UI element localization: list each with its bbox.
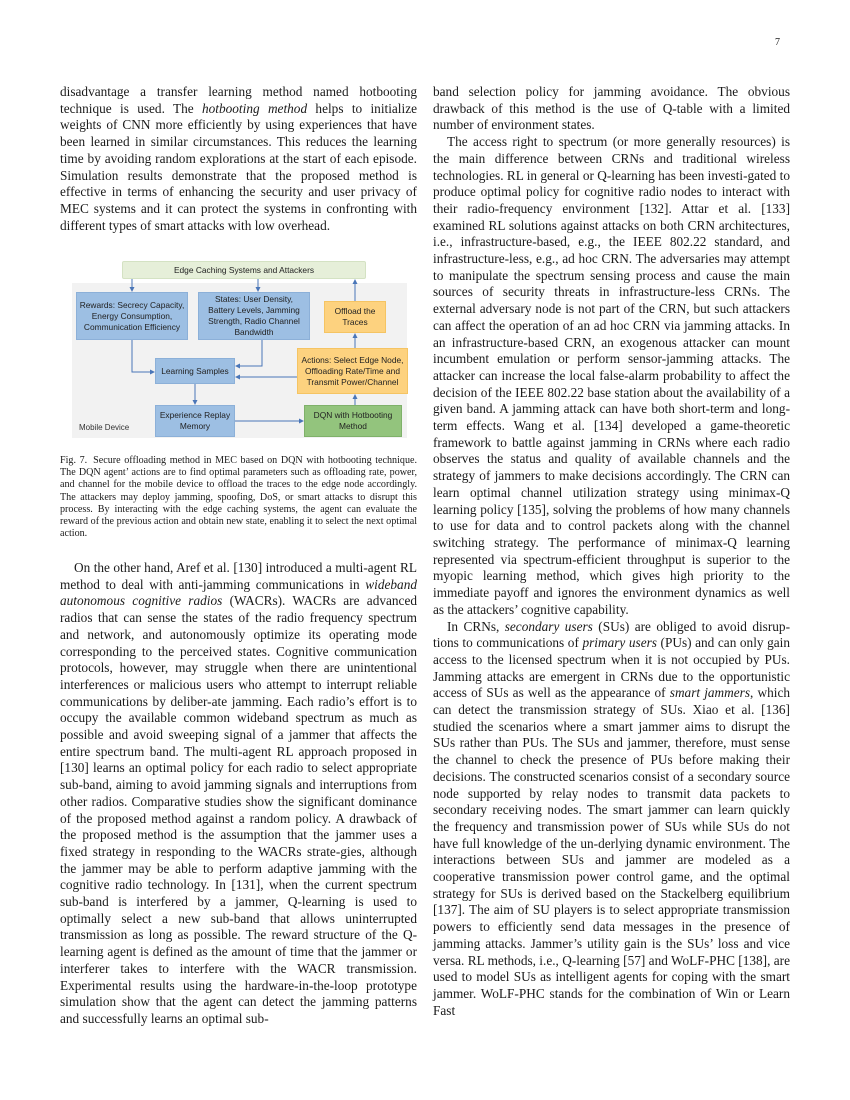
text-run: (PUs) and can only gain access to the licensed spectrum when it is not occupied by PUs. Jamming attacks are emergent in CRNs due to the opportunistic access of SUs as well as the appearance of <box>433 635 791 701</box>
text-run: disadvantage a transfer learning method named hotbooting technique is used. The <box>60 84 417 116</box>
text-run: , which can detect the transmission strategy of SUs. Xiao et al. [136] studied the scenarios where a smart jammer aims to disrupt the SUs rather than PUs. The SUs and jammer, therefore, must sense the channel to check the presence of PUs before making their decisions. The constructed scenarios consist of a secondary source node supported by relay nodes to transmit data packets to secondary receiving nodes. The smart jammer can learn quickly the frequency and transmission power of SUs while SUs do not have full knowledge of the un-derlying dynamic environment. The interactions between SUs and jammer are modeled as a cooperative transmission power control game, and the optimal strategy for SUs is derived based on the Stackelberg equilibrium [137]. The aim of SU players is to select appropriate transmission powers to efficiently send data messages in the presence of jamming attacks. Jammer’s utility gain is the SUs’ loss and vice versa. RL methods, i.e., Q-learning [57] and WoLF-PHC [138], are used to model SUs as intelligent agents for coping with the smart jammer. WoLF-PHC stands for the combination of Win or Learn Fast <box>433 685 790 1018</box>
left-column <box>60 84 417 234</box>
states-box: States: User Density, Battery Levels, Jamming Strength, Radio Channel Bandwidth <box>198 292 310 340</box>
paragraph: band selection policy for jamming avoidance. The obvious drawback of this method is the use of Q-table with a limited number of environment states. <box>433 84 790 133</box>
caption-text: Secure offloading method in MEC based on DQN with hotbooting technique. The DQN agent’ actions are to find optimal parameters such as offloading rate, power, and channel for the mobile device to offload the traces to the edge node accordingly. The attackers may deploy jamming, spoofing, DoS, or smart attacks to disrupt this process. By interacting with the edge caching systems, the agent can evaluate the reward of the previous action and obtain new state, enabling it to select the next optimal action. <box>60 455 417 540</box>
emphasized-term: primary users <box>582 635 657 651</box>
emphasized-term: secondary users <box>504 618 593 634</box>
experience-replay-box: Experience Replay Memory <box>155 405 235 437</box>
flow-arrows <box>62 255 419 445</box>
paragraph: The access right to spectrum (or more generally resources) is the main difference between CRNs and traditional wireless technologies. RL in general or Q-learning has been investi-gated to produce optimal policy for cognitive radio nodes to interact with their radio-frequency environment [132]. Attar et al. [133] examined RL solutions against attacks on both CRN architectures, i.e., infrastructure-based, e.g., the IEEE 802.22 standard, and infrastructure-less, e.g., ad hoc CRN. The adversaries may attempt to manipulate the spectrum sensing process and cause the main sources of security threats in infrastructure-less CRNs. The external adversary node is not part of the CRN, but such attackers can affect the operation of an ad hoc CRN via jamming attacks. In an infrastructure-based CRN, an exogenous attacker can mount incumbent emulation or perform sensor-jamming attacks. The attacker can increase the local false-alarm probability to affect the decision of the IEEE 802.22 base station about the availability of a given band. A jamming attack can have both short-term and long-term effects. Wang et al. [134] developed a game-theoretic framework to battle against jamming in CRNs where each radio observes the status and quality of available channels and the strategy of jammers to make decisions accordingly. The CRN can learn optimal channel utilization strategy using minimax-Q learning policy [135], solving the problems of how many channels to use for data and to control packets along with the channel switching strategy. The performance of minimax-Q learning represented via spectrum-efficient throughput is superior to the myopic learning method, which gives high priority to the immediate payoff and ignores the environment dynamics as well as the attackers’ cognitive capability. <box>433 134 790 617</box>
paragraph <box>60 84 417 234</box>
page-number: 7 <box>775 37 780 48</box>
text-run: In CRNs, <box>447 618 505 634</box>
paragraph <box>433 619 790 1020</box>
offload-traces-box: Offload the Traces <box>324 301 386 333</box>
emphasized-term: wideband autonomous cognitive radios <box>60 576 417 609</box>
text-run: On the other hand, Aref et al. [130] introduced a multi-agent RL method to deal with anti-jamming communications in <box>60 560 417 592</box>
right-column <box>433 84 790 1019</box>
emphasized-term: smart jammers <box>669 685 751 701</box>
mobile-device-label: Mobile Device <box>79 423 130 432</box>
text-run: (WACRs). WACRs are advanced radios that can sense the states of the radio frequency spectrum and network, and autonomously optimize its operating mode corresponding to the perceived states. Cognitive communication protocols, however, may struggle when there are unintentional interferences or malicious users who attempt to interrupt reliable communications by deliber-ate jamming. Each radio’s effort is to occupy the available common wideband spectrum as much as possible and avoid sweeping signal of a jammer that affects the entire spectrum band. The multi-agent RL approach proposed in [130] learns an optimal policy for each radio to select appropriate sub-band, aiming to avoid jamming signals and interruptions from other radios. Comparative studies show the significant dominance of the proposed method against a random policy. A drawback of the proposed method is the assumption that the jammer uses a fixed strategy in responding to the WACRs strate-gies, although the jammer may be able to perform adaptive jamming with the cognitive radio technology. In [131], when the current spectrum sub-band is interfered by a jammer, Q-learning is used to optimally select a new sub-band that allows uninterrupted transmission as long as possible. The reward structure of the Q-learning agent is defined as the amount of time that the jammer or interferer takes to interfere with the WACR transmission. Experimental results using the hardware-in-the-loop prototype simulation show that the agent can detect the jamming patterns and successfully learns an optimal sub- <box>60 593 417 1026</box>
dqn-hotbooting-box: DQN with Hotbooting Method <box>304 405 402 437</box>
text-run: helps to initialize weights of CNN more efficiently by using experiences that have been learned in similar circumstances. This reduces the learning time by avoiding random explorations at the start of each episode. Simulation results demonstrate that the proposed method is effective in terms of enhancing the security and user privacy of MEC systems and it can protect the systems in confronting with different types of smart attacks with low overhead. <box>60 100 418 233</box>
edge-caching-box: Edge Caching Systems and Attackers <box>122 261 366 279</box>
learning-samples-box: Learning Samples <box>155 358 235 384</box>
emphasized-term: hotbooting method <box>202 100 308 116</box>
figure-label: Fig. 7. <box>60 455 88 466</box>
paragraph <box>60 560 417 1028</box>
actions-box: Actions: Select Edge Node, Offloading Rate/Time and Transmit Power/Channel <box>297 348 408 394</box>
text-run: (SUs) are obliged to avoid disrup-tions to communications of <box>433 618 790 651</box>
rewards-box: Rewards: Secrecy Capacity, Energy Consumption, Communication Efficiency <box>76 292 188 340</box>
figure-caption <box>60 455 417 540</box>
figure-7-diagram <box>62 255 419 445</box>
left-column-lower <box>60 560 417 1028</box>
